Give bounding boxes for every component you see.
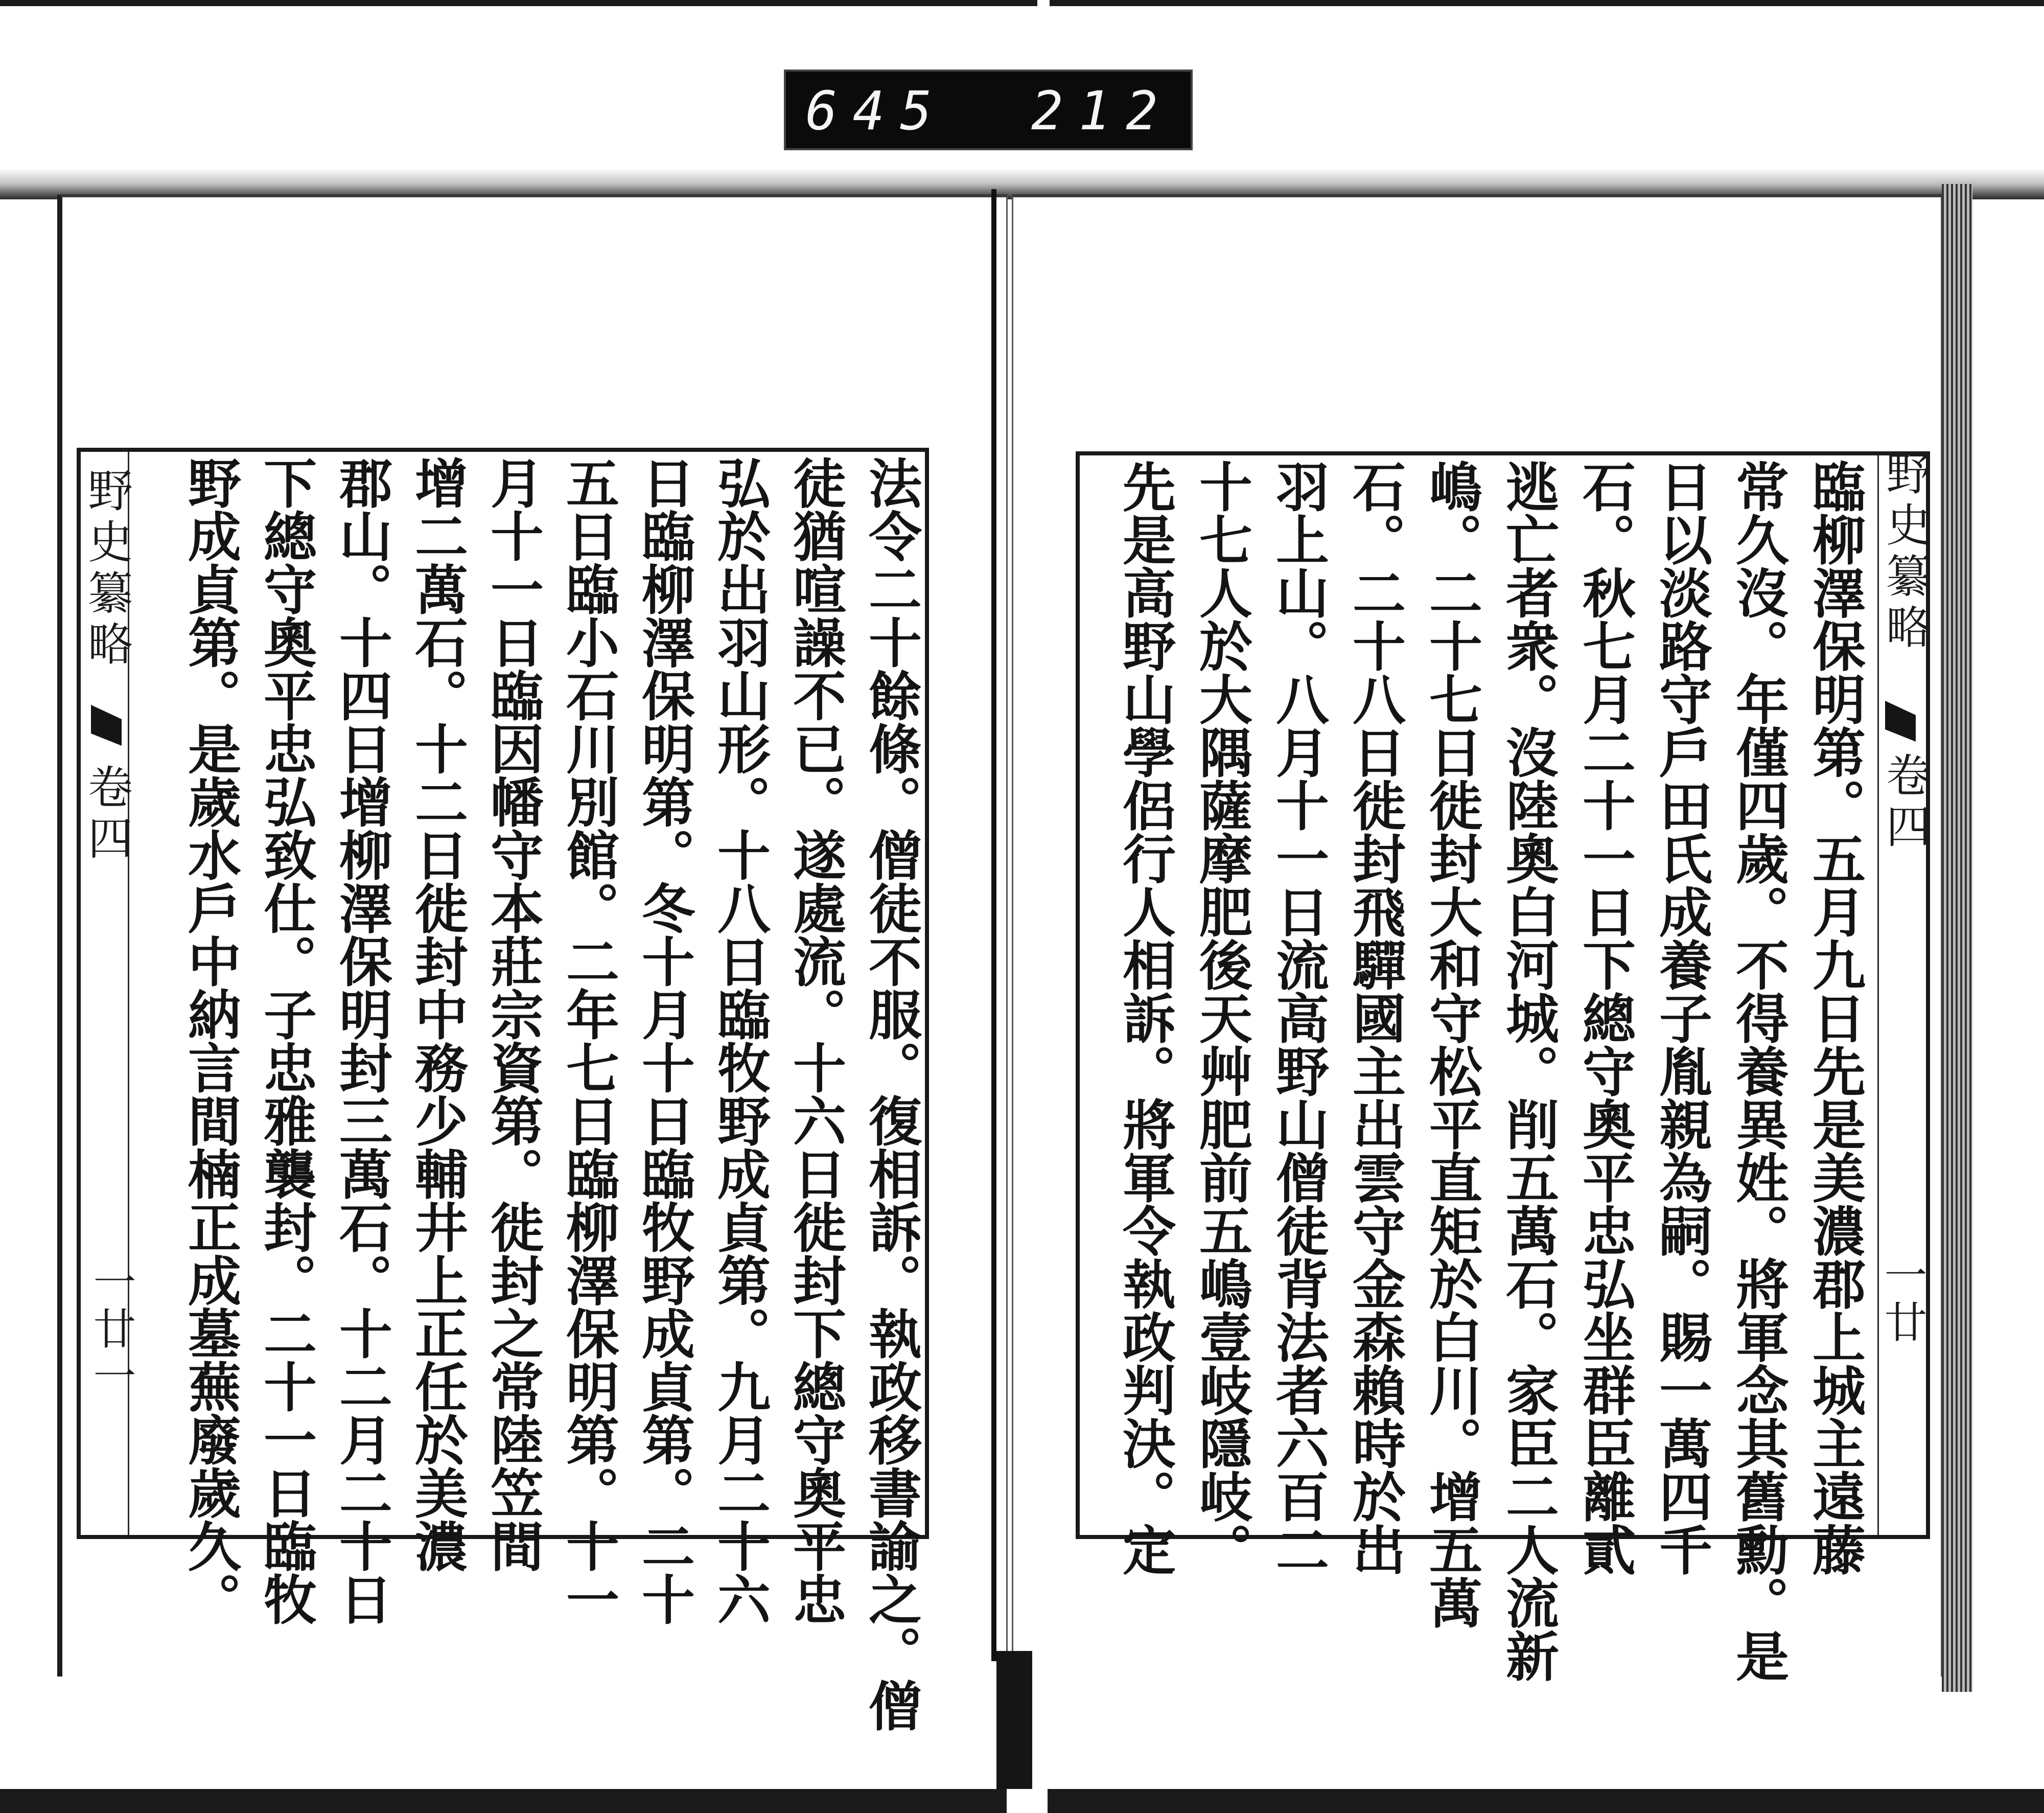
column-text: 常久沒。年僅四歲。不得養異姓。將軍念其舊勳。是 [1727,460,1790,1682]
text-column-9 [1188,460,1255,1576]
right-text-frame [1076,450,1932,1682]
text-column-6 [479,456,546,1572]
column-text: 郡山。十四日增柳澤保明封三萬石。十二月二十日 [330,456,393,1625]
column-text: 臨柳澤保明第。五月九日先是美濃郡上城主遠藤 [1803,460,1866,1576]
margin-volume-text: 卷四 [81,764,133,866]
text-column-3 [1648,460,1714,1576]
column-text: 日以淡路守戶田氏成養子胤親為嗣。賜一萬四千 [1650,460,1713,1576]
top-scan-gap [1037,0,1050,6]
column-text: 野成貞第。是歲水戶中納言間楠正成墓蕪廢歲久。 [179,456,242,1625]
text-column-9 [252,456,319,1625]
left-text-frame [77,448,929,1732]
column-text: 石。秋七月二十一日下總守奧平忠弘坐群臣離貳 [1573,460,1636,1576]
column-text: 五日臨小石川別館。二年七日臨柳澤保明第。十一 [557,456,620,1625]
left-folio [86,1259,137,1401]
text-column-1 [1801,460,1868,1576]
column-text: 先是高野山學侶行人相訴。將軍令執政判決。定 [1113,460,1176,1576]
text-column-1 [857,456,924,1732]
bottom-scan-gap [1007,1789,1048,1813]
left-margin-title [79,467,135,672]
archive-number-plate [784,70,1193,150]
archive-number-left: 645 [805,80,947,142]
column-text: 法令二十餘條。僧徒不服。復相訴。執政移書諭之。僧 [860,456,922,1732]
text-column-4 [631,456,697,1625]
margin-title-text: 野史纂略 [1879,450,1932,655]
fish-tail-mark [91,705,122,746]
column-text: 徒猶喧譟不已。遂處流。十六日徙封下總守奧平忠 [784,456,847,1625]
text-column-10 [1111,460,1178,1576]
text-column-7 [1341,460,1408,1576]
text-column-5 [1495,460,1561,1682]
margin-title-text: 野史纂略 [81,467,133,672]
column-text: 逃亡者衆。沒陸奧白河城。削五萬石。家臣二人流新 [1497,460,1560,1682]
column-text: 石。二十八日徙封飛驒國主出雲守金森賴時於出 [1343,460,1406,1576]
fish-tail-mark [1885,701,1916,742]
text-column-2 [782,456,848,1625]
folio-text: 一廿一 [86,1259,136,1401]
column-text: 弘於出羽山形。十八日臨牧野成貞第。九月二十六 [708,456,771,1625]
text-column-4 [1571,460,1638,1576]
right-margin-title [1877,450,1933,655]
column-text: 下總守奧平忠弘致仕。子忠雅襲封。二十一日臨牧 [254,456,317,1625]
top-scan-border [0,0,2044,6]
text-column-7 [404,456,470,1572]
column-text: 羽上山。八月十一日流高野山僧徒背法者六百二 [1267,460,1330,1576]
column-text: 日臨柳澤保明第。冬十月十日臨牧野成貞第。二十 [633,456,695,1625]
text-column-6 [1418,460,1484,1629]
column-text: 十七人於大隅薩摩肥後天艸肥前五嶋壹岐隱岐。 [1190,460,1253,1576]
text-column-5 [555,456,621,1625]
text-column-3 [706,456,773,1625]
text-column-2 [1725,460,1791,1682]
column-text: 增二萬石。十二日徙封中務少輔井上正任於美濃 [406,456,469,1572]
column-text: 嶋。二十七日徙封大和守松平直矩於白川。增五萬 [1420,460,1483,1629]
book-spine [991,189,996,1661]
right-margin-volume [1877,752,1933,854]
text-column-10 [177,456,243,1625]
page-edge-stack [1942,184,1972,1692]
text-column-8 [1265,460,1331,1576]
left-margin-volume [79,764,135,866]
column-text: 月十一日臨因幡守本莊宗資第。徙封之常陸笠間 [481,456,544,1572]
archive-number-right: 212 [1031,80,1173,142]
right-folio [1877,1253,1928,1347]
text-column-8 [328,456,394,1625]
folio-text: 一廿 [1877,1253,1927,1347]
margin-volume-text: 卷四 [1879,752,1932,854]
